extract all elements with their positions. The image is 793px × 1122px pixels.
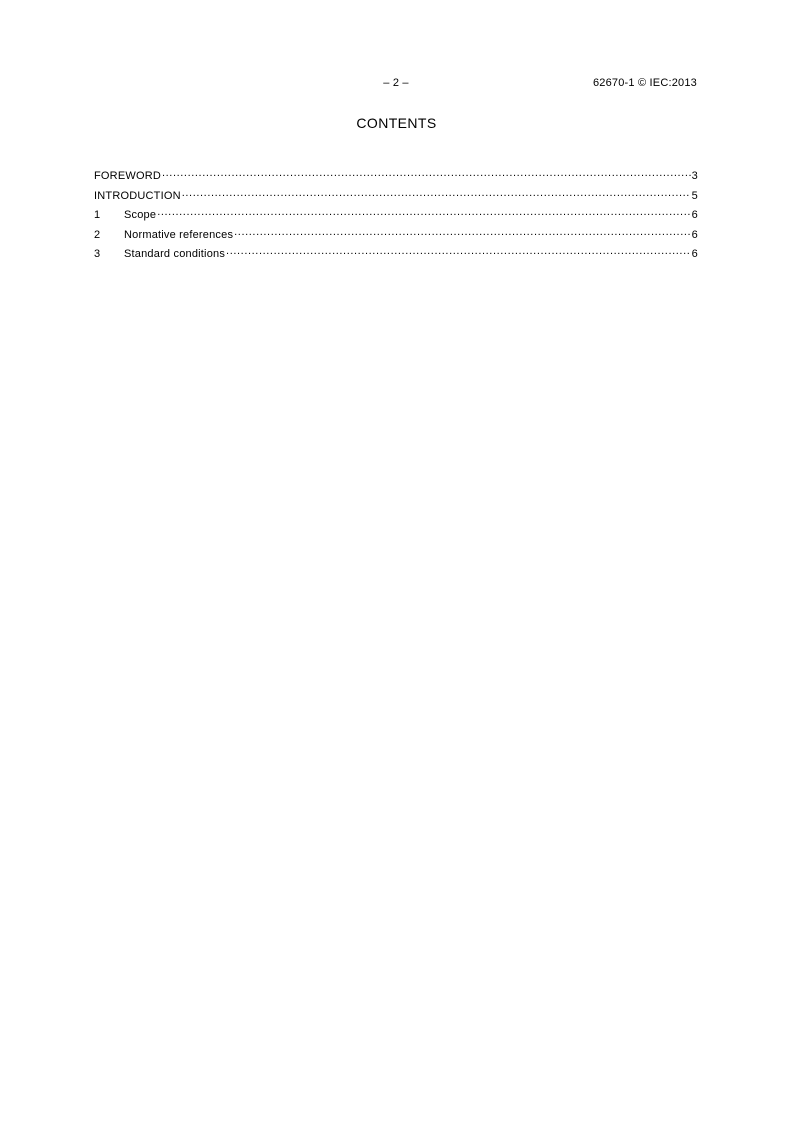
toc-entry-standard-conditions[interactable] bbox=[94, 245, 698, 265]
toc-entry-scope[interactable] bbox=[94, 206, 698, 226]
contents-title: CONTENTS bbox=[356, 115, 437, 131]
toc-entry-number: 2 bbox=[94, 228, 101, 241]
toc-entry-normative-references[interactable] bbox=[94, 226, 698, 246]
toc-entry-page: 5 bbox=[691, 189, 698, 202]
toc-entry-number: 3 bbox=[94, 248, 101, 260]
toc-dot-leader bbox=[226, 245, 691, 257]
toc-dot-leader bbox=[162, 167, 691, 179]
toc-dot-leader bbox=[157, 206, 690, 218]
document-id: 62670-1 © IEC:2013 bbox=[592, 77, 697, 89]
toc-dot-leader bbox=[234, 226, 691, 238]
toc-entry-label: Standard conditions bbox=[124, 248, 226, 260]
toc-entry-label: FOREWORD bbox=[94, 170, 161, 182]
page-number: – 2 – bbox=[383, 77, 409, 89]
toc-entry-page: 3 bbox=[691, 170, 698, 182]
toc-entry-label: INTRODUCTION bbox=[94, 189, 181, 202]
table-of-contents bbox=[94, 167, 698, 265]
toc-dot-leader bbox=[182, 187, 691, 199]
toc-entry-foreword[interactable] bbox=[94, 167, 698, 187]
toc-entry-number: 1 bbox=[94, 209, 101, 221]
toc-entry-page: 6 bbox=[691, 228, 698, 241]
toc-entry-page: 6 bbox=[691, 209, 698, 221]
toc-entry-page: 6 bbox=[691, 248, 698, 260]
toc-entry-introduction[interactable] bbox=[94, 187, 698, 207]
toc-entry-label: Scope bbox=[124, 209, 157, 221]
toc-entry-label: Normative references bbox=[124, 228, 234, 241]
